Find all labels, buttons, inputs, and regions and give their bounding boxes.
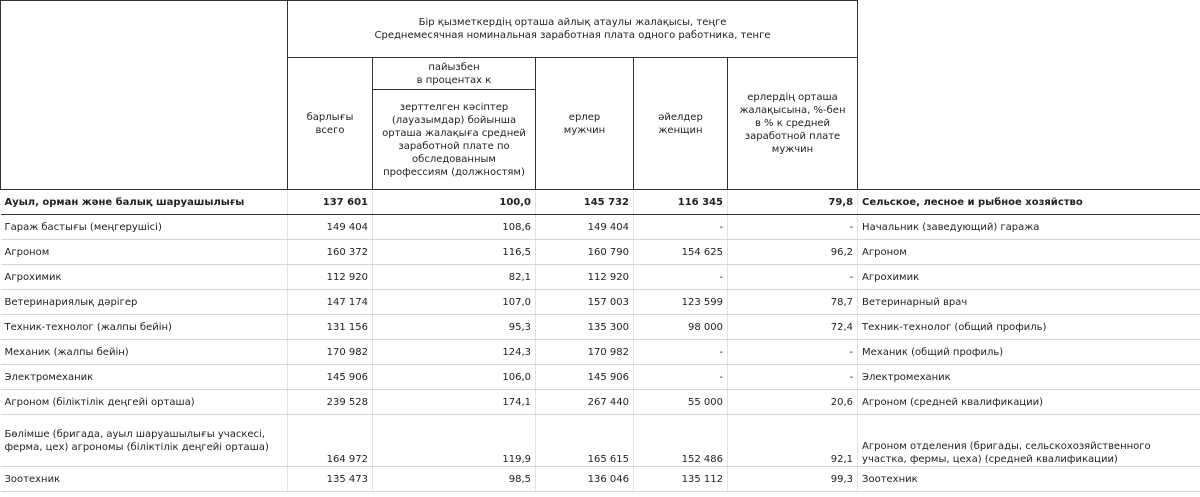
- header-pct-ru: в процентах к: [416, 74, 492, 86]
- row-name-kz: Агрохимик: [1, 265, 288, 290]
- row-men: 136 046: [536, 467, 634, 492]
- table-row: [1, 240, 1200, 265]
- row-women: 154 625: [634, 240, 728, 265]
- row-name-ru: Сельское, лесное и рыбное хозяйство: [858, 190, 1200, 215]
- row-pct: 95,3: [373, 315, 536, 340]
- row-pct: 107,0: [373, 290, 536, 315]
- row-ratio: 96,2: [728, 240, 858, 265]
- row-pct: 100,0: [373, 190, 536, 215]
- row-pct: 119,9: [373, 415, 536, 467]
- header-total: [288, 58, 373, 190]
- header-main-ru: Среднемесячная номинальная заработная плата одного работника, тенге: [374, 30, 771, 41]
- row-name-kz: Агроном (біліктілік деңгейі орташа): [1, 390, 288, 415]
- row-women: -: [634, 215, 728, 240]
- row-ratio: 78,7: [728, 290, 858, 315]
- table-row: [1, 390, 1200, 415]
- row-name-ru: Ветеринарный врач: [858, 290, 1200, 315]
- row-men: 160 790: [536, 240, 634, 265]
- row-women: -: [634, 340, 728, 365]
- header-main: [288, 1, 858, 58]
- row-men: 149 404: [536, 215, 634, 240]
- row-pct: 106,0: [373, 365, 536, 390]
- row-men: 112 920: [536, 265, 634, 290]
- header-blank-left: [1, 1, 288, 190]
- header-ratio-text: ерлердің орташа жалақысына, %-бен в % к средней заработной плате мужчин: [739, 92, 846, 155]
- header-blank-right: [858, 1, 1200, 190]
- row-name-ru: Зоотехник: [858, 467, 1200, 492]
- header-main-kz: Бір қызметкердің орташа айлық атаулы жалақысы, теңге: [418, 17, 727, 28]
- row-total: 135 473: [288, 467, 373, 492]
- row-total: 145 906: [288, 365, 373, 390]
- row-women: 152 486: [634, 415, 728, 467]
- header-pct-sub-text: зерттелген кәсіптер (лауазымдар) бойынша орташа жалақыға средней заработной плате по обследованным профессиям (должностям): [382, 101, 526, 178]
- header-pct: [373, 58, 536, 90]
- row-name-ru: Электромеханик: [858, 365, 1200, 390]
- row-ratio: 99,3: [728, 467, 858, 492]
- row-women: -: [634, 265, 728, 290]
- header-pct-sub: [373, 90, 536, 190]
- table-row: [1, 265, 1200, 290]
- header-men-text: ерлер мужчин: [563, 111, 606, 136]
- row-ratio: 72,4: [728, 315, 858, 340]
- row-name-kz: Зоотехник: [1, 467, 288, 492]
- row-total: 164 972: [288, 415, 373, 467]
- row-name-kz: Бөлімше (бригада, ауыл шаруашылығы учаскесі, ферма, цех) агрономы (біліктілік деңгейі орташа): [1, 415, 288, 467]
- row-pct: 116,5: [373, 240, 536, 265]
- table-row: [1, 467, 1200, 492]
- row-pct: 82,1: [373, 265, 536, 290]
- row-ratio: 92,1: [728, 415, 858, 467]
- row-name-kz: Механик (жалпы бейін): [1, 340, 288, 365]
- row-pct: 108,6: [373, 215, 536, 240]
- header-ratio: [728, 58, 858, 190]
- row-ratio: 79,8: [728, 190, 858, 215]
- row-total: 131 156: [288, 315, 373, 340]
- table-row: [1, 190, 1200, 215]
- row-men: 157 003: [536, 290, 634, 315]
- row-men: 145 906: [536, 365, 634, 390]
- row-women: 55 000: [634, 390, 728, 415]
- row-name-ru: Агрохимик: [858, 265, 1200, 290]
- row-total: 170 982: [288, 340, 373, 365]
- row-name-kz: Агроном: [1, 240, 288, 265]
- table-row: [1, 415, 1200, 467]
- row-name-ru: Агроном (средней квалификации): [858, 390, 1200, 415]
- row-men: 165 615: [536, 415, 634, 467]
- table-row: [1, 215, 1200, 240]
- row-name-ru: Начальник (заведующий) гаража: [858, 215, 1200, 240]
- row-ratio: -: [728, 265, 858, 290]
- row-men: 267 440: [536, 390, 634, 415]
- row-total: 160 372: [288, 240, 373, 265]
- row-ratio: -: [728, 340, 858, 365]
- row-name-kz: Гараж бастығы (меңгерушісі): [1, 215, 288, 240]
- row-name-ru: Механик (общий профиль): [858, 340, 1200, 365]
- row-women: -: [634, 365, 728, 390]
- row-women: 98 000: [634, 315, 728, 340]
- table-row: [1, 365, 1200, 390]
- table-body: [1, 190, 1200, 492]
- row-men: 135 300: [536, 315, 634, 340]
- row-ratio: -: [728, 215, 858, 240]
- header-women-text: әйелдер женщин: [658, 111, 703, 136]
- header-pct-kz: пайызбен: [428, 61, 480, 73]
- row-pct: 124,3: [373, 340, 536, 365]
- table-row: [1, 315, 1200, 340]
- row-total: 239 528: [288, 390, 373, 415]
- row-women: 116 345: [634, 190, 728, 215]
- row-name-ru: Агроном отделения (бригады, сельскохозяйственного участка, фермы, цеха) (средней квалификации): [858, 415, 1200, 467]
- row-name-kz: Ветеринариялық дәрігер: [1, 290, 288, 315]
- row-men: 145 732: [536, 190, 634, 215]
- row-name-ru: Техник-технолог (общий профиль): [858, 315, 1200, 340]
- row-ratio: 20,6: [728, 390, 858, 415]
- row-women: 123 599: [634, 290, 728, 315]
- row-men: 170 982: [536, 340, 634, 365]
- row-pct: 98,5: [373, 467, 536, 492]
- header-women: [634, 58, 728, 190]
- row-name-kz: Электромеханик: [1, 365, 288, 390]
- row-total: 112 920: [288, 265, 373, 290]
- header-total-text: барлығы всего: [306, 111, 354, 136]
- row-pct: 174,1: [373, 390, 536, 415]
- table-row: [1, 340, 1200, 365]
- header-men: [536, 58, 634, 190]
- row-total: 147 174: [288, 290, 373, 315]
- row-name-kz: Ауыл, орман және балық шаруашылығы: [1, 190, 288, 215]
- row-name-kz: Техник-технолог (жалпы бейін): [1, 315, 288, 340]
- row-total: 149 404: [288, 215, 373, 240]
- row-total: 137 601: [288, 190, 373, 215]
- row-ratio: -: [728, 365, 858, 390]
- row-name-ru: Агроном: [858, 240, 1200, 265]
- table-row: [1, 290, 1200, 315]
- row-women: 135 112: [634, 467, 728, 492]
